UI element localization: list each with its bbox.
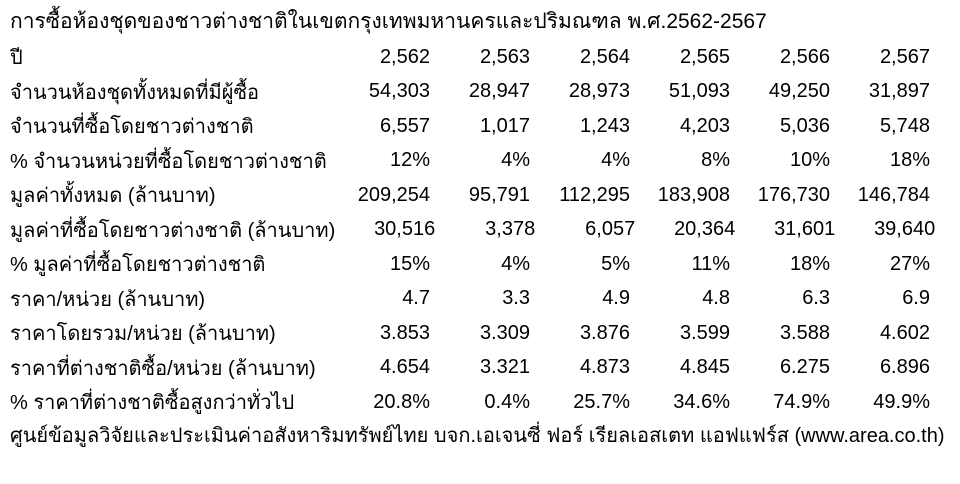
cell-value: 4.845 [679, 356, 730, 379]
cell-value: 4.602 [879, 321, 930, 344]
cell-value: 31,601 [774, 218, 836, 241]
year-cell: 2,564 [579, 45, 630, 68]
cell-value: 0.4% [484, 390, 530, 413]
cell-value: 15% [389, 252, 430, 275]
table-row [10, 385, 930, 420]
cell-value: 3.588 [779, 321, 830, 344]
cell-value: 20,364 [674, 218, 736, 241]
table-row [10, 75, 930, 110]
cell-value: 49.9% [873, 390, 930, 413]
cell-value: 4.654 [379, 356, 430, 379]
cell-value: 3.321 [479, 356, 530, 379]
cell-value: 30,516 [374, 218, 436, 241]
data-table [10, 40, 936, 420]
row-label: ราคา/หน่วย (ล้านบาท) [10, 288, 206, 311]
row-label: ราคาที่ต่างชาติซื้อ/หน่วย (ล้านบาท) [10, 357, 316, 380]
data-table-body [10, 40, 936, 420]
cell-value: 3.853 [379, 321, 430, 344]
cell-value: 18% [789, 252, 830, 275]
cell-value: 5% [601, 252, 630, 275]
year-cell: 2,567 [879, 45, 930, 68]
row-label: % มูลค่าที่ซื้อโดยชาวต่างชาติ [10, 254, 266, 277]
table-row [10, 282, 930, 317]
table-row [10, 316, 930, 351]
cell-value: 18% [889, 149, 930, 172]
cell-value: 51,093 [668, 80, 730, 103]
cell-value: 146,784 [857, 183, 930, 206]
cell-value: 34.6% [673, 390, 730, 413]
cell-value: 1,017 [479, 114, 530, 137]
table-row [10, 213, 936, 248]
year-cell: 2,565 [679, 45, 730, 68]
cell-value: 4.7 [402, 287, 430, 310]
row-label: จำนวนห้องชุดทั้งหมดที่มีผู้ซื้อ [10, 81, 260, 104]
cell-value: 3.3 [502, 287, 530, 310]
table-row [10, 247, 930, 282]
cell-value: 3.876 [579, 321, 630, 344]
cell-value: 11% [691, 252, 730, 275]
cell-value: 4.9 [602, 287, 630, 310]
cell-value: 28,947 [468, 80, 530, 103]
cell-value: 4% [501, 252, 530, 275]
year-header-row [10, 40, 930, 75]
cell-value: 112,295 [559, 183, 630, 206]
table-row [10, 178, 930, 213]
cell-value: 4,203 [679, 114, 730, 137]
row-label: จำนวนที่ซื้อโดยชาวต่างชาติ [10, 116, 254, 139]
cell-value: 176,730 [757, 183, 830, 206]
cell-value: 31,897 [868, 80, 930, 103]
row-label: มูลค่าที่ซื้อโดยชาวต่างชาติ (ล้านบาท) [10, 219, 336, 242]
table-row [10, 351, 930, 386]
source-attribution: ศูนย์ข้อมูลวิจัยและประเมินค่าอสังหาริมทรัพย์ไทย บจก.เอเจนซี่ ฟอร์ เรียลเอสเตท แอฟแฟร์ส (www.area.co.th) [10, 424, 945, 447]
cell-value: 5,036 [779, 114, 830, 137]
cell-value: 6,557 [379, 114, 430, 137]
year-cell: 2,566 [779, 45, 830, 68]
cell-value: 74.9% [773, 390, 830, 413]
cell-value: 3,378 [485, 218, 536, 241]
table-row [10, 144, 930, 179]
cell-value: 5,748 [879, 114, 930, 137]
cell-value: 6.9 [902, 287, 930, 310]
cell-value: 4% [601, 149, 630, 172]
row-label: มูลค่าทั้งหมด (ล้านบาท) [10, 185, 216, 208]
cell-value: 4.8 [702, 287, 730, 310]
cell-value: 54,303 [368, 80, 430, 103]
cell-value: 209,254 [357, 183, 430, 206]
cell-value: 49,250 [768, 80, 830, 103]
cell-value: 4.873 [579, 356, 630, 379]
table-row [10, 109, 930, 144]
cell-value: 183,908 [657, 183, 730, 206]
cell-value: 1,243 [579, 114, 630, 137]
cell-value: 6.3 [802, 287, 830, 310]
row-label: % ราคาที่ต่างชาติซื้อสูงกว่าทั่วไป [10, 392, 295, 415]
cell-value: 3.599 [679, 321, 730, 344]
cell-value: 95,791 [468, 183, 530, 206]
cell-value: 6.275 [779, 356, 830, 379]
row-label: % จำนวนหน่วยที่ซื้อโดยชาวต่างชาติ [10, 150, 327, 173]
year-cell: 2,562 [379, 45, 430, 68]
row-label: ราคาโดยรวม/หน่วย (ล้านบาท) [10, 323, 276, 346]
cell-value: 28,973 [568, 80, 630, 103]
cell-value: 4% [501, 149, 530, 172]
cell-value: 12% [389, 149, 430, 172]
cell-value: 27% [889, 252, 930, 275]
cell-value: 20.8% [373, 390, 430, 413]
cell-value: 6.896 [879, 356, 930, 379]
cell-value: 6,057 [585, 218, 636, 241]
year-cell: 2,563 [479, 45, 530, 68]
cell-value: 25.7% [573, 390, 630, 413]
cell-value: 3.309 [479, 321, 530, 344]
cell-value: 39,640 [874, 218, 936, 241]
year-row-label: ปี [10, 47, 23, 70]
cell-value: 10% [789, 149, 830, 172]
cell-value: 8% [701, 149, 730, 172]
page-title: การซื้อห้องชุดของชาวต่างชาติในเขตกรุงเทพมหานครและปริมณฑล พ.ศ.2562-2567 [10, 9, 767, 33]
